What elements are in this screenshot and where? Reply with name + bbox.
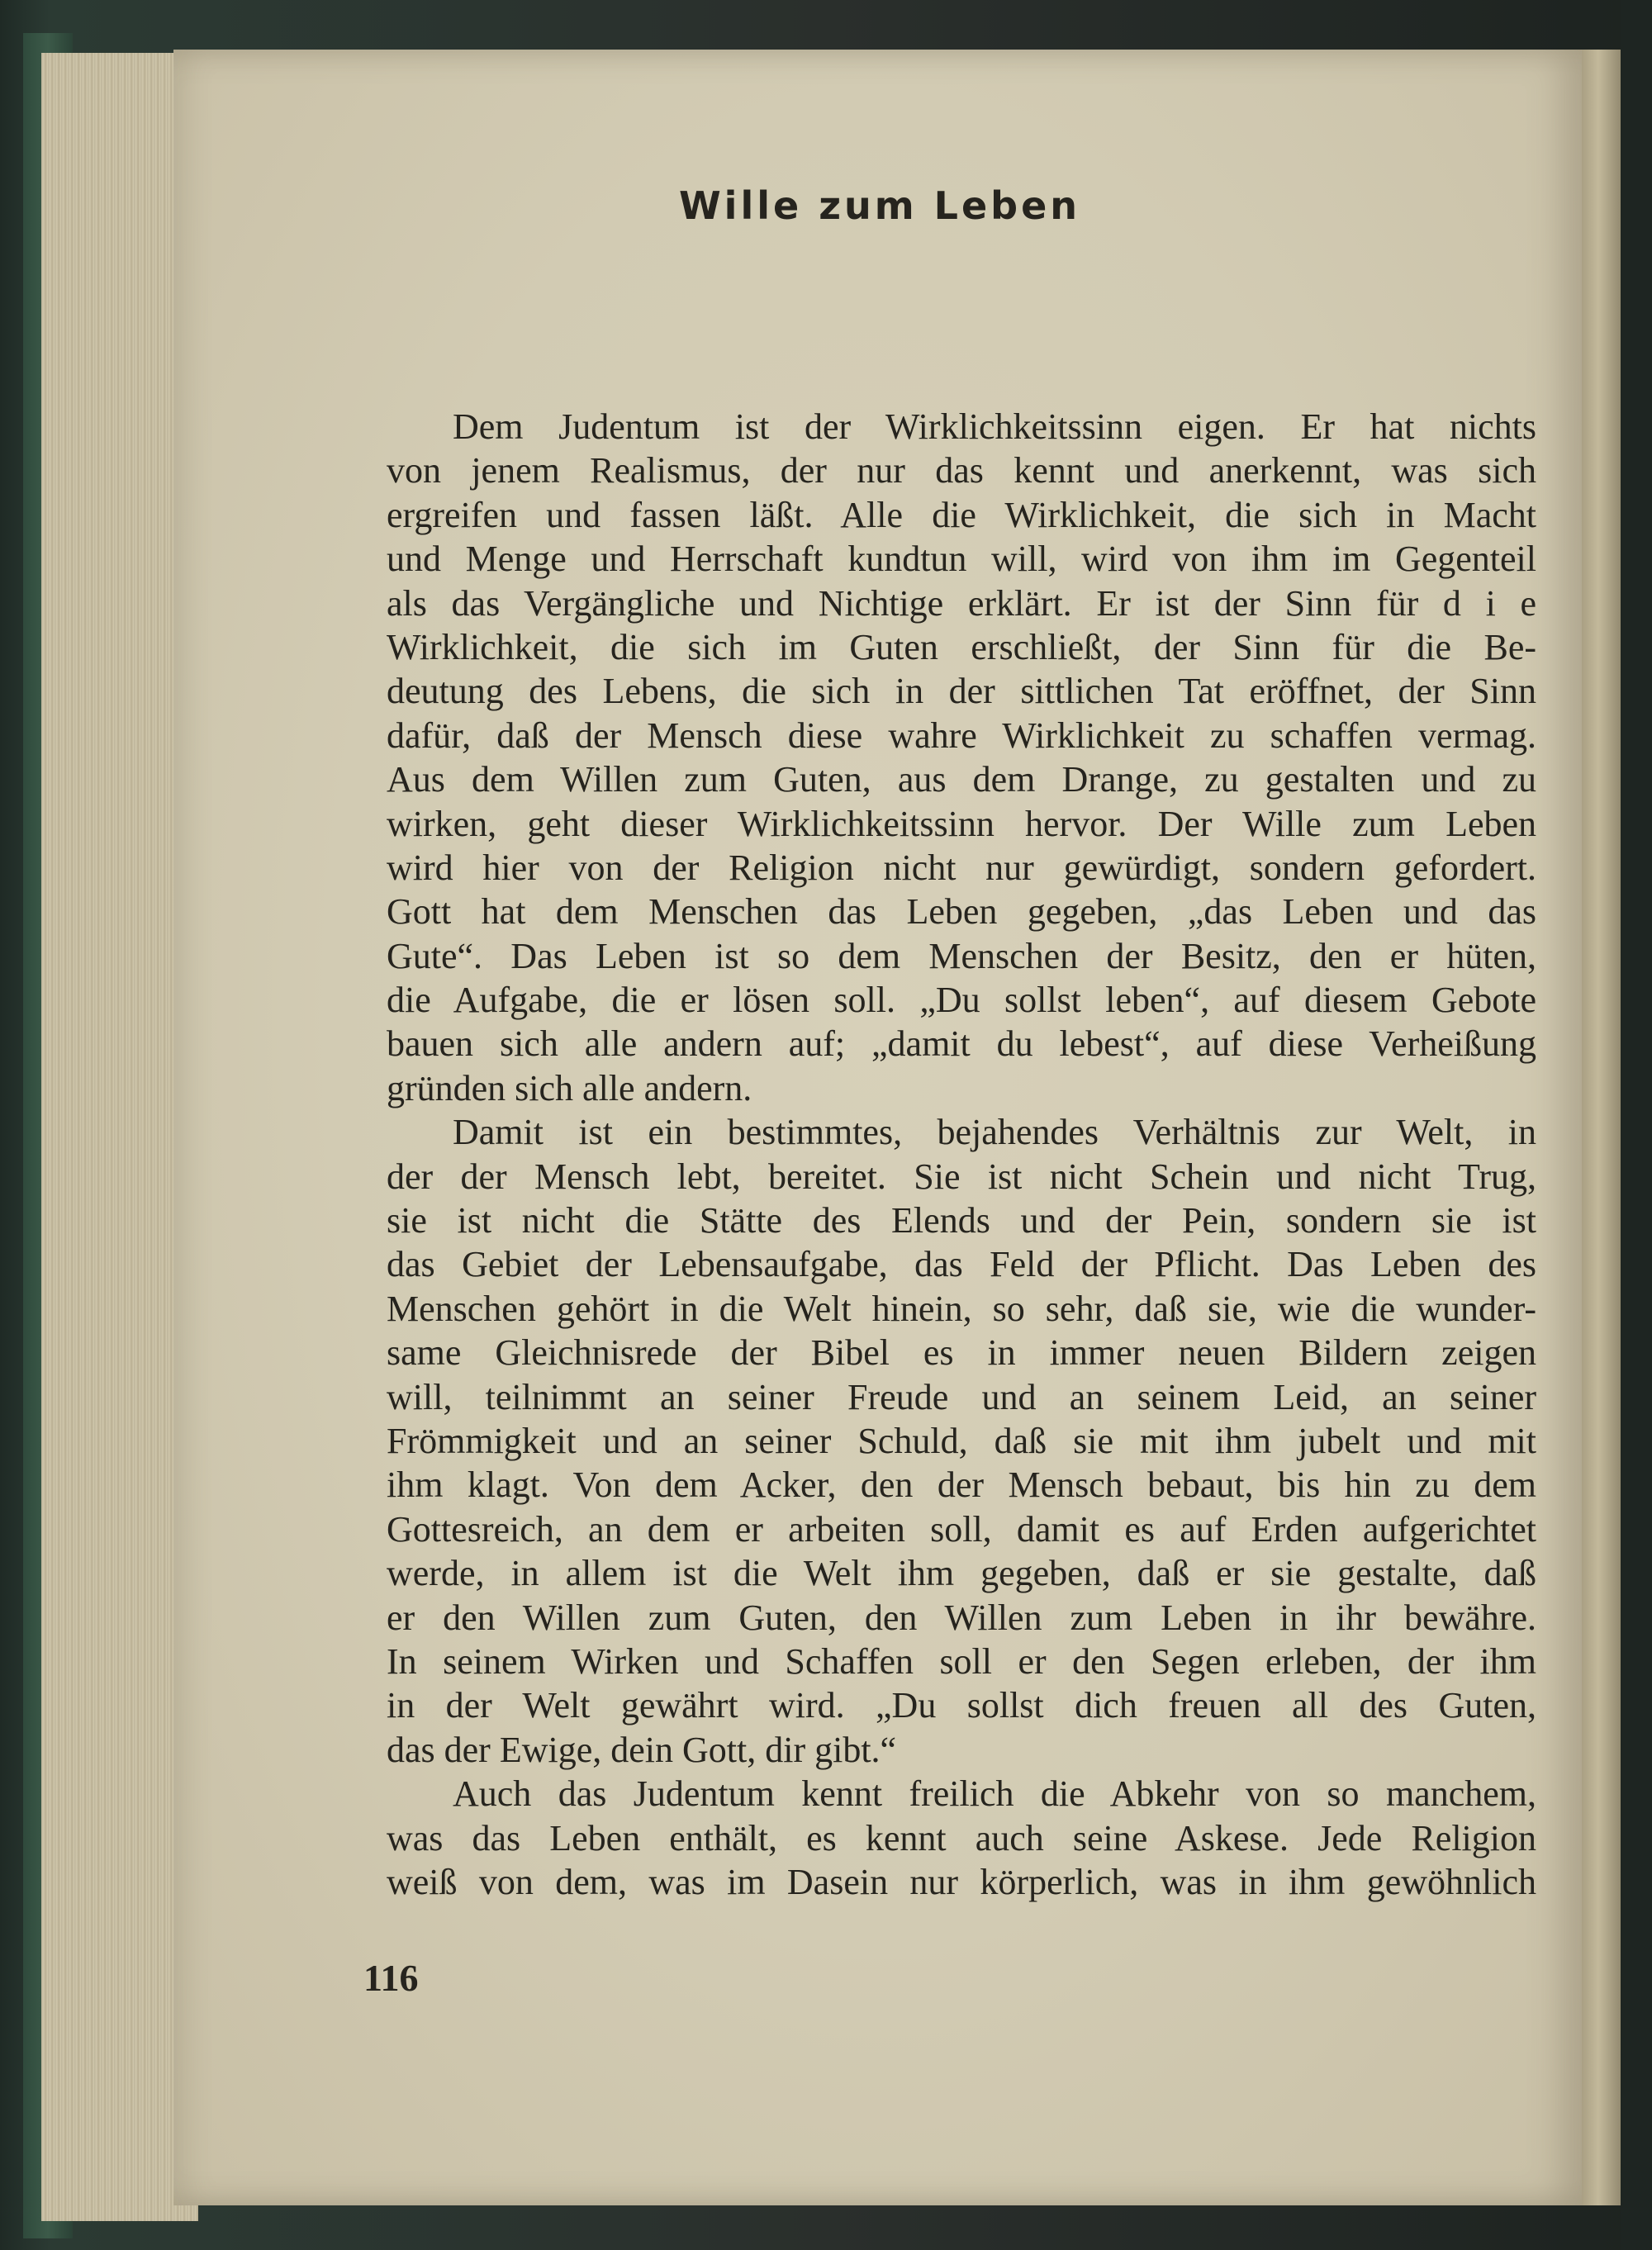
text-line: der der Mensch lebt, bereitet. Sie ist nicht Schein und nicht Trug,	[387, 1156, 1536, 1197]
text-line: Wirklichkeit, die sich im Guten erschließt, der Sinn für die Be-	[387, 626, 1536, 667]
text-line: Gute“. Das Leben ist so dem Menschen der Besitz, den er hüten,	[387, 935, 1536, 976]
page-number: 116	[363, 1957, 419, 1999]
text-line: ihm klagt. Von dem Acker, den der Mensch bebaut, bis hin zu dem	[387, 1464, 1536, 1506]
text-line: das der Ewige, dein Gott, dir gibt.“	[387, 1729, 897, 1770]
text-line: die Aufgabe, die er lösen soll. „Du sollst leben“, auf diesem Gebote	[387, 980, 1536, 1021]
text-line: same Gleichnisrede der Bibel es in immer neuen Bildern zeigen	[387, 1332, 1536, 1374]
text-line: wird hier von der Religion nicht nur gewürdigt, sondern gefordert.	[387, 847, 1536, 888]
text-line: von jenem Realismus, der nur das kennt und anerkennt, was sich	[387, 450, 1536, 491]
text-line: Gott hat dem Menschen das Leben gegeben, „das Leben und das	[387, 891, 1536, 933]
text-line: dafür, daß der Mensch diese wahre Wirklichkeit zu schaffen vermag.	[387, 714, 1536, 756]
text-line: Auch das Judentum kennt freilich die Abkehr von so manchem,	[453, 1773, 1536, 1815]
text-line: was das Leben enthält, es kennt auch seine Askese. Jede Religion	[387, 1817, 1536, 1858]
text-line: in der Welt gewährt wird. „Du sollst dich freuen all des Guten,	[387, 1685, 1536, 1726]
text-line: das Gebiet der Lebensaufgabe, das Feld der Pflicht. Das Leben des	[387, 1244, 1536, 1285]
text-line: sie ist nicht die Stätte des Elends und der Pein, sondern sie ist	[387, 1200, 1536, 1241]
text-line: will, teilnimmt an seiner Freude und an seinem Leid, an seiner	[387, 1376, 1536, 1417]
text-line: weiß von dem, was im Dasein nur körperlich, was in ihm gewöhnlich	[387, 1861, 1536, 1902]
text-line: In seinem Wirken und Schaffen soll er den Segen erleben, der ihm	[387, 1640, 1536, 1682]
text-line: wirken, geht dieser Wirklichkeitssinn hervor. Der Wille zum Leben	[387, 803, 1536, 844]
text-line: als das Vergängliche und Nichtige erklärt. Er ist der Sinn für d i e	[387, 582, 1536, 624]
text-line: ergreifen und fassen läßt. Alle die Wirklichkeit, die sich in Macht	[387, 494, 1536, 535]
text-line: deutung des Lebens, die sich in der sittlichen Tat eröffnet, der Sinn	[387, 671, 1536, 712]
text-line: gründen sich alle andern.	[387, 1067, 752, 1108]
right-margin-shadow	[1621, 0, 1652, 2250]
body-text	[387, 405, 1536, 1904]
text-line: er den Willen zum Guten, den Willen zum Leben in ihr bewähre.	[387, 1597, 1536, 1638]
text-line: werde, in allem ist die Welt ihm gegeben, daß er sie gestalte, daß	[387, 1553, 1536, 1594]
text-line: Damit ist ein bestimmtes, bejahendes Verhältnis zur Welt, in	[453, 1112, 1536, 1153]
text-line: bauen sich alle andern auf; „damit du lebest“, auf diese Verheißung	[387, 1023, 1536, 1065]
book-gutter	[1582, 50, 1623, 2205]
text-line: und Menge und Herrschaft kundtun will, wird von ihm im Gegenteil	[387, 539, 1536, 580]
text-line: Dem Judentum ist der Wirklichkeitssinn eigen. Er hat nichts	[453, 406, 1536, 447]
text-line: Gottesreich, an dem er arbeiten soll, damit es auf Erden aufgerichtet	[387, 1508, 1536, 1550]
text-line: Menschen gehört in die Welt hinein, so sehr, daß sie, wie die wunder-	[387, 1288, 1536, 1329]
chapter-heading: Wille zum Leben	[678, 183, 1081, 228]
text-line: Aus dem Willen zum Guten, aus dem Drange, zu gestalten und zu	[387, 759, 1536, 800]
text-line: Frömmigkeit und an seiner Schuld, daß sie mit ihm jubelt und mit	[387, 1420, 1536, 1461]
